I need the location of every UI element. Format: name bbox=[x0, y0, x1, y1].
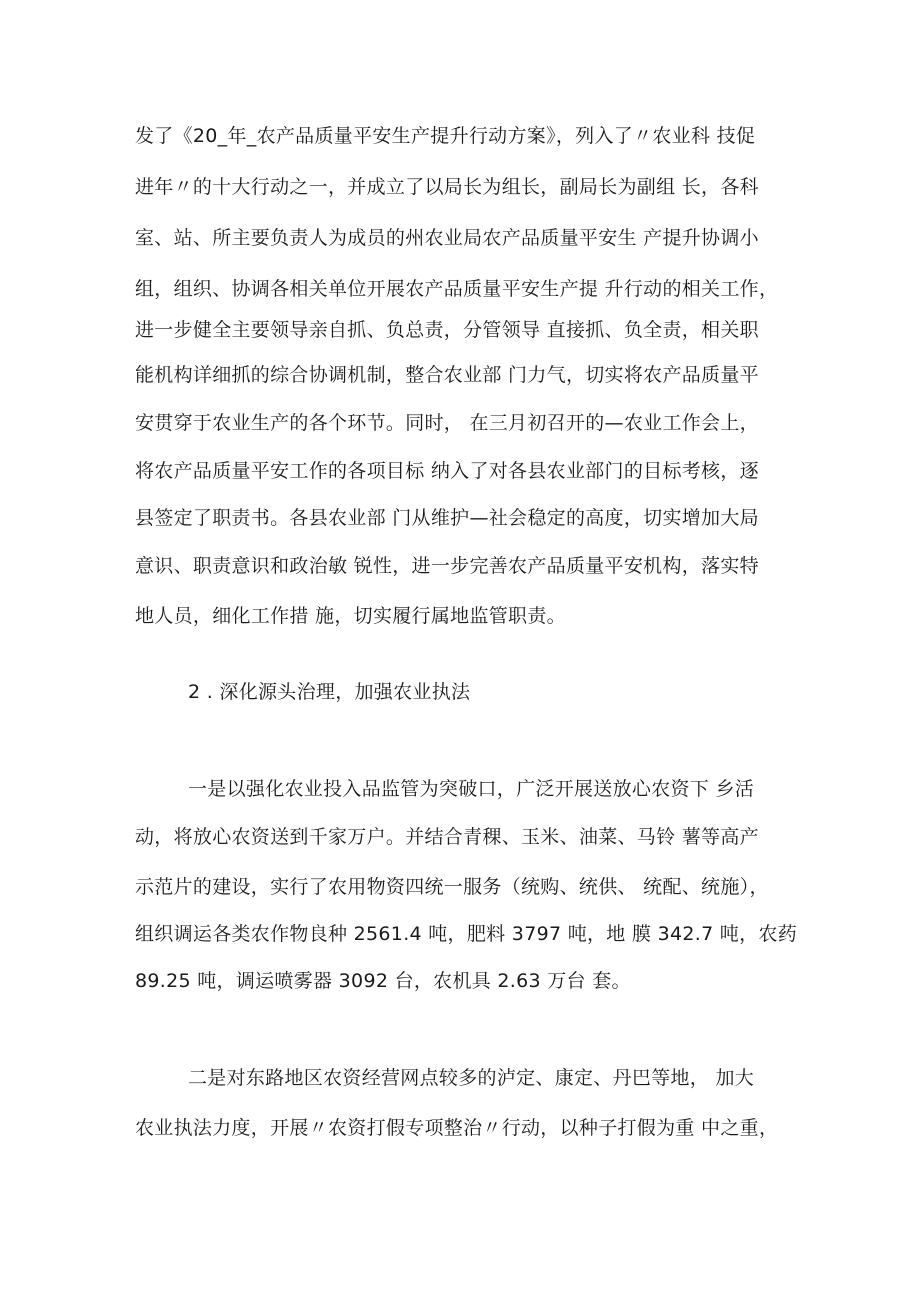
paragraph-1-line: 将农产品质量平安工作的各项目标 纳入了对各县农业部门的目标考核，逐 bbox=[135, 460, 759, 482]
paragraph-2-line: 89.25 吨，调运喷雾器 3092 台，农机具 2.63 万台 套。 bbox=[135, 970, 631, 992]
paragraph-1-line: 组，组织、协调各相关单位开展农产品质量平安生产提 升行动的相关工作， bbox=[135, 278, 779, 300]
paragraph-1-line: 能机构详细抓的综合协调机制，整合农业部 门力气，切实将农产品质量平 bbox=[135, 364, 759, 386]
paragraph-1-line: 进一步健全主要领导亲自抓、负总责，分管领导 直接抓、负全责，相关职 bbox=[135, 319, 759, 341]
paragraph-1-line: 安贯穿于农业生产的各个环节。同时， 在三月初召开的—农业工作会上， bbox=[135, 412, 759, 434]
paragraph-3-line: 二是对东路地区农资经营网点较多的泸定、康定、丹巴等地， 加大 bbox=[188, 1067, 755, 1089]
paragraph-1-line: 县签定了职责书。各县农业部 门从维护—社会稳定的高度，切实增加大局 bbox=[135, 507, 759, 529]
paragraph-3-line: 农业执法力度，开展〃农资打假专项整治〃行动，以种子打假为重 中之重， bbox=[135, 1117, 779, 1139]
paragraph-2-line: 一是以强化农业投入品监管为突破口，广泛开展送放心农资下 乡活 bbox=[188, 778, 755, 800]
paragraph-1-line: 进年〃的十大行动之一，并成立了以局长为组长，副局长为副组 长，各科 bbox=[135, 176, 759, 198]
paragraph-1-line: 地人员，细化工作措 施，切实履行属地监管职责。 bbox=[135, 605, 566, 627]
paragraph-2-line: 组织调运各类农作物良种 2561.4 吨，肥料 3797 吨，地 膜 342.7 吨，农药 bbox=[135, 923, 798, 945]
section-heading: 2 . 深化源头治理，加强农业执法 bbox=[188, 681, 471, 703]
paragraph-1-line: 意识、职责意识和政治敏 锐性，进一步完善农产品质量平安机构，落实特 bbox=[135, 555, 759, 577]
paragraph-1-line: 室、站、所主要负责人为成员的州农业局农产品质量平安生 产提升协调小 bbox=[135, 227, 759, 249]
paragraph-1-line: 发了《20_年_农产品质量平安生产提升行动方案》，列入了〃农业科 技促 bbox=[135, 125, 756, 147]
paragraph-2-line: 示范片的建设，实行了农用物资四统一服务（统购、统供、 统配、统施）， bbox=[135, 876, 769, 898]
paragraph-2-line: 动，将放心农资送到千家万户。并结合青稞、玉米、油菜、马铃 薯等高产 bbox=[135, 826, 759, 848]
